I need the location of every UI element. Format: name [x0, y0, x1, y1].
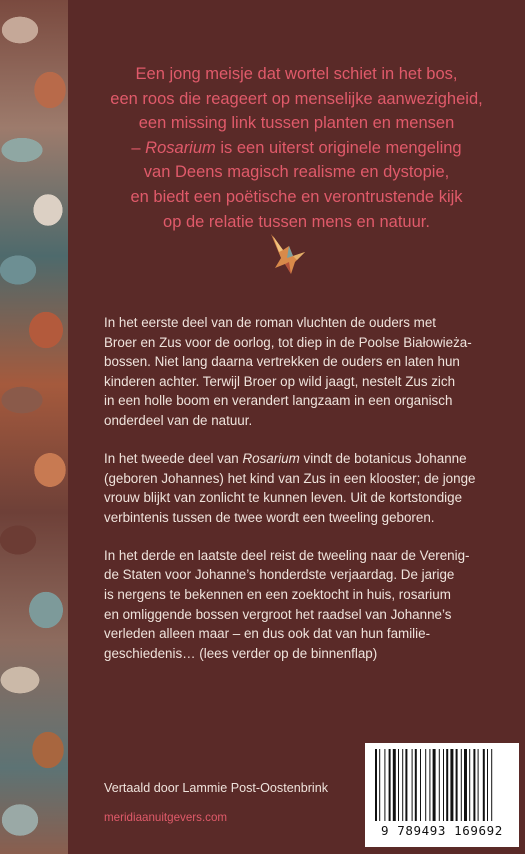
synopsis-line: de Staten voor Johanne’s honderdste verjaardag. De jarige — [104, 567, 455, 583]
synopsis-line: (geboren Johannes) het kind van Zus in een klooster; de jonge — [104, 470, 476, 486]
synopsis-line: vrouw blijkt van zonlicht te kunnen leven. Uit de kortstondige — [104, 490, 463, 506]
barcode-bar — [379, 749, 380, 821]
barcode-bar — [393, 749, 396, 821]
barcode-bars — [375, 749, 509, 821]
barcode-bar — [415, 749, 417, 821]
barcode-bar — [461, 749, 462, 821]
barcode-bar — [420, 749, 421, 821]
barcode-bar — [483, 749, 485, 821]
synopsis-line-rosarium: In het tweede deel van Rosarium vindt de botanicus Johanne — [104, 450, 467, 466]
barcode-bar — [464, 749, 467, 821]
blurb — [68, 62, 525, 234]
blurb-line: van Deens magisch realisme en dystopie, — [143, 163, 450, 182]
blurb-line: een roos die reageert op menselijke aanwezigheid, — [110, 89, 483, 108]
barcode-bar — [446, 749, 448, 821]
barcode-bar — [384, 749, 385, 821]
synopsis-paragraph-2 — [104, 449, 504, 527]
synopsis-line: In het derde en laatste deel reist de tweeling naar de Verenig- — [104, 547, 470, 563]
barcode-bar — [402, 749, 403, 821]
synopsis-line: In het eerste deel van de roman vluchten de ouders met — [104, 315, 436, 330]
barcode-bar — [469, 749, 470, 821]
synopsis — [104, 313, 504, 682]
barcode-bar — [375, 749, 377, 821]
barcode-bar — [487, 749, 488, 821]
barcode-bar — [398, 749, 399, 821]
barcode-bar — [425, 749, 426, 821]
barcode-bar — [429, 749, 430, 821]
barcode-bar — [491, 749, 492, 821]
cover-art-strip — [0, 0, 68, 854]
blurb-line-rosarium: – Rosarium is een uiterst originele mengeling — [131, 138, 462, 157]
synopsis-paragraph-1 — [104, 313, 504, 431]
barcode-bar — [439, 749, 440, 821]
barcode — [365, 743, 519, 847]
synopsis-line: in een holle boom en verandert langzaam in een organisch — [104, 393, 453, 409]
synopsis-line: Broer en Zus voor de oorlog, tot diep in de Poolse Białowieża- — [104, 334, 472, 350]
barcode-bar — [405, 749, 407, 821]
barcode-bar — [456, 749, 458, 821]
barcode-bar — [450, 749, 453, 821]
isbn-number: 9 789493 169692 — [381, 823, 503, 838]
synopsis-paragraph-3 — [104, 546, 504, 664]
synopsis-line: is nergens te bekennen en een zoektocht in huis, rosarium — [104, 586, 451, 602]
synopsis-line: kinderen achter. Terwijl Broer op wild jaagt, nestelt Zus zich — [104, 373, 456, 389]
barcode-bar — [412, 749, 413, 821]
synopsis-line: verbintenis tussen de twee wordt een tweeling geboren. — [104, 509, 435, 525]
synopsis-line: onderdeel van de natuur. — [104, 412, 253, 428]
synopsis-line: geschiedenis… (lees verder op de binnenflap) — [104, 645, 378, 661]
blurb-line: op de relatie tussen mens en natuur. — [163, 212, 430, 231]
barcode-bar — [389, 749, 391, 821]
synopsis-line: en omliggende bossen vergroot het raadsel van Johanne’s — [104, 606, 452, 622]
blurb-line: Een jong meisje dat wortel schiet in het bos, — [135, 65, 458, 83]
translator-credit: Vertaald door Lammie Post-Oostenbrink — [104, 781, 328, 795]
blurb-line: en biedt een poëtische en verontrustende kijk — [130, 187, 463, 206]
publisher-website[interactable]: meridiaanuitgevers.com — [104, 811, 228, 824]
barcode-bar — [433, 749, 436, 821]
barcode-bar — [443, 749, 444, 821]
barcode-bar — [473, 749, 475, 821]
bird-icon — [267, 232, 307, 278]
synopsis-line: bossen. Niet lang daarna vertrekken de ouders en laten hun — [104, 354, 460, 370]
barcode-bar — [478, 749, 479, 821]
blurb-line: een missing link tussen planten en mensen — [138, 114, 455, 133]
synopsis-line: verleden alleen maar – en dus ook dat van hun familie- — [104, 626, 431, 642]
